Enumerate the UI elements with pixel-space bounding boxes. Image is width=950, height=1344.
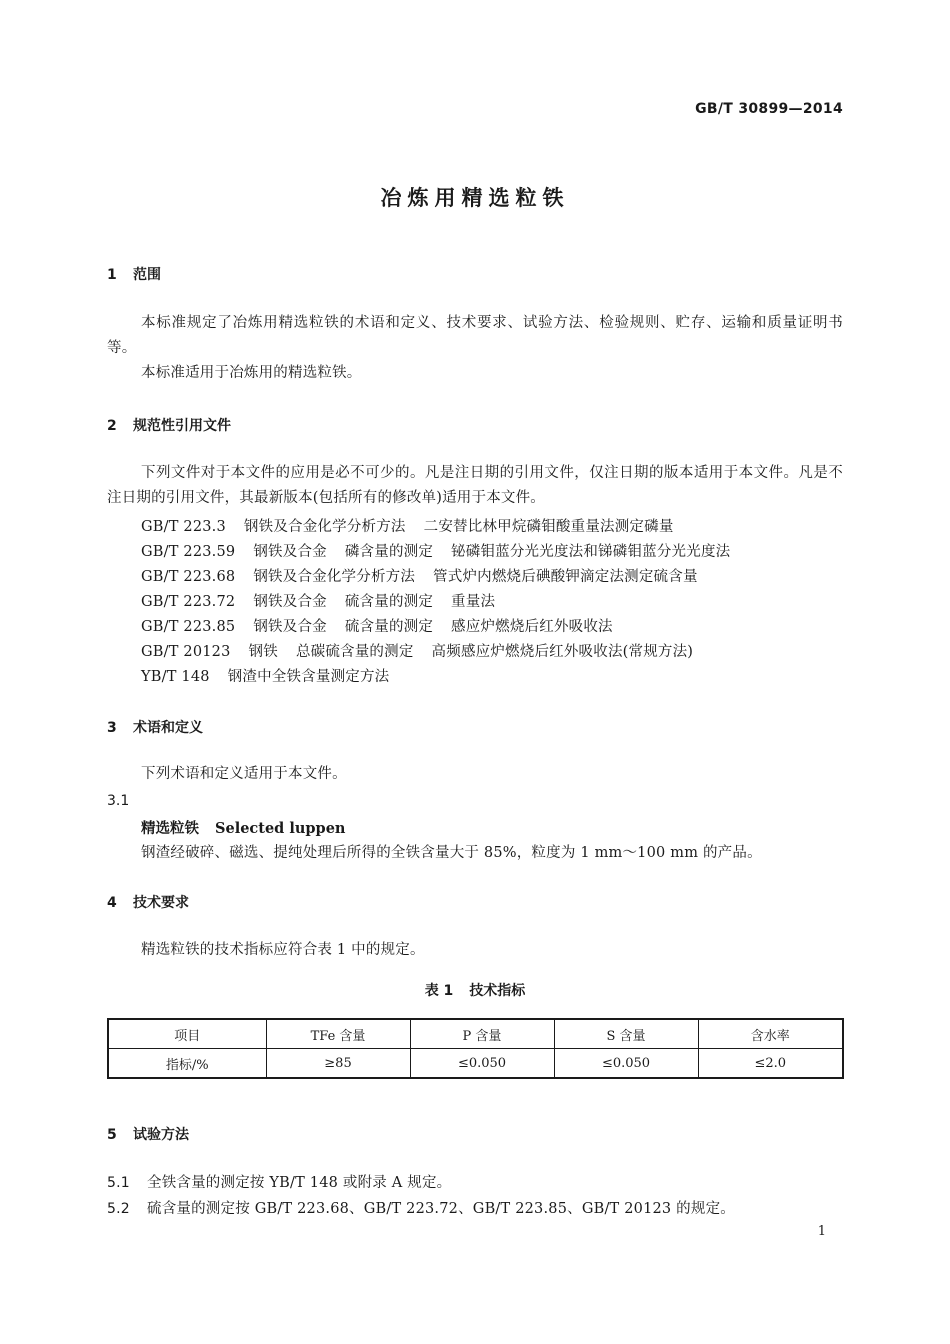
- reference-title-part: 钢铁: [248, 644, 278, 660]
- document-title: 冶炼用精选粒铁: [380, 186, 570, 210]
- normative-reference: [141, 640, 693, 661]
- reference-title-part: 钢铁及合金: [253, 544, 327, 560]
- clause-text: 硫含量的测定按 GB/T 223.68、GB/T 223.72、GB/T 223.85、GB/T 20123 的规定。: [147, 1201, 735, 1217]
- table-header-cell: S 含量: [554, 1019, 698, 1049]
- section-title: 规范性引用文件: [133, 418, 231, 434]
- reference-code: YB/T 148: [141, 669, 210, 685]
- section-4-heading: [107, 892, 189, 912]
- table-header-cell: P 含量: [410, 1019, 554, 1049]
- clause-5-1: [107, 1171, 451, 1192]
- reference-code: GB/T 223.85: [141, 619, 236, 635]
- section-number: 2: [107, 418, 117, 434]
- reference-code: GB/T 223.3: [141, 519, 226, 535]
- section-3-heading: [107, 717, 203, 737]
- normative-reference: [141, 515, 674, 536]
- section-title: 范围: [133, 267, 161, 283]
- term-english: Selected luppen: [215, 820, 346, 837]
- technical-indicators-table: [107, 1018, 844, 1079]
- table-header-cell: TFe 含量: [266, 1019, 410, 1049]
- clause-5-2: [107, 1197, 735, 1218]
- clause-text: 全铁含量的测定按 YB/T 148 或附录 A 规定。: [147, 1175, 452, 1191]
- normative-reference: [141, 590, 495, 611]
- reference-title-part: 总碳硫含量的测定: [295, 644, 414, 660]
- table-cell: ≤2.0: [698, 1049, 843, 1079]
- reference-title-part: 钢渣中全铁含量测定方法: [227, 669, 390, 685]
- table-cell: ≥85: [266, 1049, 410, 1079]
- section-number: 3: [107, 720, 117, 736]
- standard-code: GB/T 30899—2014: [695, 101, 843, 117]
- section-2-heading: [107, 415, 231, 435]
- section-1-paragraph-1: 本标准规定了冶炼用精选粒铁的术语和定义、技术要求、试验方法、检验规则、贮存、运输和质量证明书等。: [107, 315, 843, 356]
- reference-title-part: 磷含量的测定: [344, 544, 434, 560]
- table-header-cell: 含水率: [698, 1019, 843, 1049]
- table-caption-number: 表 1: [424, 983, 454, 999]
- table-header-cell: 项目: [108, 1019, 266, 1049]
- normative-reference: [141, 615, 613, 636]
- term-chinese: 精选粒铁: [141, 821, 199, 837]
- reference-title-part: 硫含量的测定: [344, 594, 434, 610]
- table-cell: ≤0.050: [554, 1049, 698, 1079]
- section-1-paragraph-2: 本标准适用于冶炼用的精选粒铁。: [141, 365, 362, 381]
- table-header-row: [108, 1019, 843, 1049]
- table-caption-title: 技术指标: [469, 983, 526, 999]
- section-2-paragraph-1: 下列文件对于本文件的应用是必不可少的。凡是注日期的引用文件，仅注日期的版本适用于本文件。凡是不注日期的引用文件，其最新版本(包括所有的修改单)适用于本文件。: [107, 465, 843, 506]
- normative-reference: [141, 565, 698, 586]
- section-3-paragraph-1: 下列术语和定义适用于本文件。: [141, 766, 347, 782]
- table-caption: [0, 980, 950, 1000]
- section-4-paragraph-1: 精选粒铁的技术指标应符合表 1 中的规定。: [141, 942, 425, 958]
- section-title: 试验方法: [133, 1127, 189, 1143]
- reference-code: GB/T 223.59: [141, 544, 236, 560]
- reference-title-part: 二安替比林甲烷磷钼酸重量法测定磷量: [423, 519, 674, 535]
- clause-number-3-1: 3.1: [107, 793, 130, 809]
- reference-title-part: 铋磷钼蓝分光光度法和锑磷钼蓝分光光度法: [451, 544, 731, 560]
- reference-title-part: 重量法: [451, 594, 496, 610]
- reference-title-part: 硫含量的测定: [344, 619, 434, 635]
- reference-code: GB/T 20123: [141, 644, 231, 660]
- section-title: 技术要求: [133, 895, 189, 911]
- table-row: [108, 1049, 843, 1079]
- reference-code: GB/T 223.72: [141, 594, 236, 610]
- normative-reference: [141, 665, 389, 686]
- reference-title-part: 高频感应炉燃烧后红外吸收法(常规方法): [431, 644, 694, 660]
- section-1-heading: [107, 264, 161, 284]
- reference-code: GB/T 223.68: [141, 569, 236, 585]
- reference-title-part: 钢铁及合金: [253, 594, 327, 610]
- term-entry: [141, 817, 345, 838]
- reference-title-part: 管式炉内燃烧后碘酸钾滴定法测定硫含量: [433, 569, 698, 585]
- table-cell: ≤0.050: [410, 1049, 554, 1079]
- page-number: 1: [817, 1224, 826, 1239]
- normative-reference: [141, 540, 730, 561]
- reference-title-part: 钢铁及合金化学分析方法: [253, 569, 416, 585]
- section-5-heading: [107, 1124, 189, 1144]
- section-number: 1: [107, 267, 117, 283]
- reference-title-part: 感应炉燃烧后红外吸收法: [451, 619, 613, 635]
- section-title: 术语和定义: [133, 720, 203, 736]
- term-definition: 钢渣经破碎、磁选、提纯处理后所得的全铁含量大于 85%，粒度为 1 mm～100 mm 的产品。: [141, 845, 762, 861]
- section-number: 5: [107, 1127, 117, 1143]
- clause-number: 5.2: [107, 1201, 130, 1217]
- table-cell: 指标/%: [108, 1049, 266, 1079]
- section-number: 4: [107, 895, 117, 911]
- clause-number: 5.1: [107, 1175, 130, 1191]
- reference-title-part: 钢铁及合金化学分析方法: [243, 519, 406, 535]
- reference-title-part: 钢铁及合金: [253, 619, 327, 635]
